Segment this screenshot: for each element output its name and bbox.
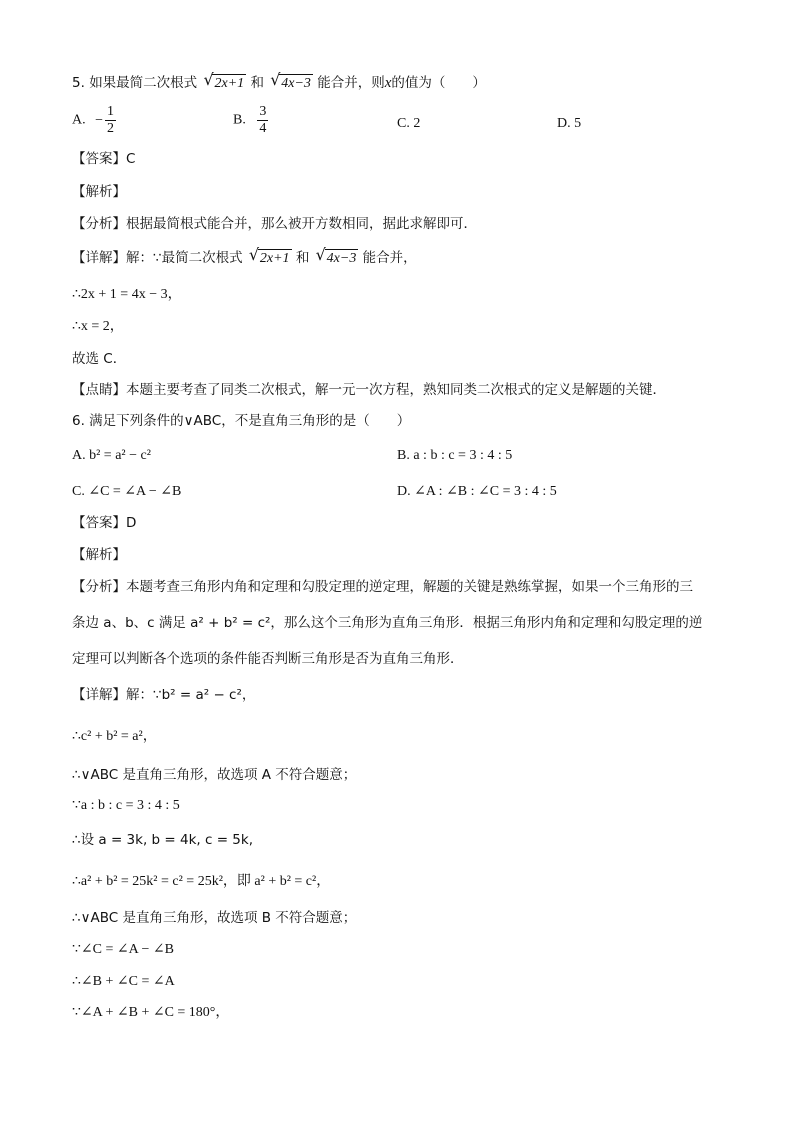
q6-answer: 【答案】D <box>72 515 137 531</box>
q6-detail-8: ∵∠C = ∠A − ∠B <box>72 942 174 957</box>
q5-number: 5. <box>72 75 85 91</box>
q6-analysis-head: 【解析】 <box>72 547 126 563</box>
q5-option-b: B. $\frac{3}{4}$ <box>233 104 267 136</box>
sqrt-4x-minus-3: √ 4x−3 <box>315 245 357 266</box>
fraction-3-4: $\frac{3}{4}$ <box>259 104 267 136</box>
q6-detail-3: ∴∨ABC 是直角三角形，故选项 A 不符合题意； <box>72 767 357 783</box>
q5-option-a: A. − $\frac{1}{2}$ <box>72 104 115 136</box>
q5-fenxi: 【分析】根据最简根式能合并，那么被开方数相同，据此求解即可． <box>72 216 477 232</box>
q6-detail-10: ∵∠A + ∠B + ∠C = 180°， <box>72 1005 230 1020</box>
q6-stem: 6. 满足下列条件的∨ABC，不是直角三角形的是（ ） <box>72 413 411 429</box>
sqrt-2x-plus-1: √ 2x+1 <box>203 70 245 91</box>
q6-option-d: D. ∠A : ∠B : ∠C = 3 : 4 : 5 <box>397 484 557 499</box>
q5-step2: ∴x = 2， <box>72 319 124 334</box>
q6-detail-4: ∵a : b : c = 3 : 4 : 5 <box>72 798 180 813</box>
q6-detail-1: 【详解】解：∵b² = a² − c²， <box>72 687 256 703</box>
q6-detail-5: ∴设 a = 3k, b = 4k, c = 5k, <box>72 832 254 848</box>
q5-stem-a: 如果最简二次根式 <box>89 75 198 91</box>
q6-fenxi-line1: 【分析】本题考查三角形内角和定理和勾股定理的逆定理，解题的关键是熟练掌握，如果一个三角形的三 <box>72 579 693 595</box>
sqrt-2x-plus-1: √ 2x+1 <box>248 245 290 266</box>
q5-xiangjie: 【详解】解：∵最简二次根式 √ 2x+1 和 √ 4x−3 能合并， <box>72 245 417 266</box>
q5-answer: 【答案】C <box>72 151 136 167</box>
q6-detail-6: ∴a² + b² = 25k² = c² = 25k²，即 a² + b² = c²， <box>72 874 331 889</box>
q6-fenxi-line2: 条边 a、b、c 满足 a² + b² = c²，那么这个三角形为直角三角形．根据三角形内角和定理和勾股定理的逆 <box>72 615 703 631</box>
q5-analysis-head: 【解析】 <box>72 184 126 200</box>
q6-fenxi-line3: 定理可以判断各个选项的条件能否判断三角形是否为直角三角形． <box>72 651 464 667</box>
fraction-1-2: $\frac{1}{2}$ <box>107 104 115 136</box>
q6-option-c: C. ∠C = ∠A − ∠B <box>72 484 182 499</box>
q6-detail-7: ∴∨ABC 是直角三角形，故选项 B 不符合题意； <box>72 910 357 926</box>
q5-choose: 故选 C． <box>72 351 127 367</box>
q6-option-b: B. a : b : c = 3 : 4 : 5 <box>397 448 513 463</box>
sqrt-4x-minus-3: √ 4x−3 <box>270 70 311 91</box>
q5-dianjing: 【点睛】本题主要考查了同类二次根式，解一元一次方程，熟知同类二次根式的定义是解题的关键． <box>72 382 666 398</box>
q6-detail-2: ∴c² + b² = a²， <box>72 729 157 744</box>
q5-step1: ∴2x + 1 = 4x − 3， <box>72 287 182 302</box>
q6-detail-9: ∴∠B + ∠C = ∠A <box>72 974 175 989</box>
q5-stem: 5. 如果最简二次根式 √ 2x+1 和 √ 4x−3 能合并，则x的值为（ ） <box>72 70 486 91</box>
q5-option-d: D. 5 <box>557 116 582 131</box>
q6-option-a: A. b² = a² − c² <box>72 448 151 463</box>
q5-option-c: C. 2 <box>397 116 421 131</box>
